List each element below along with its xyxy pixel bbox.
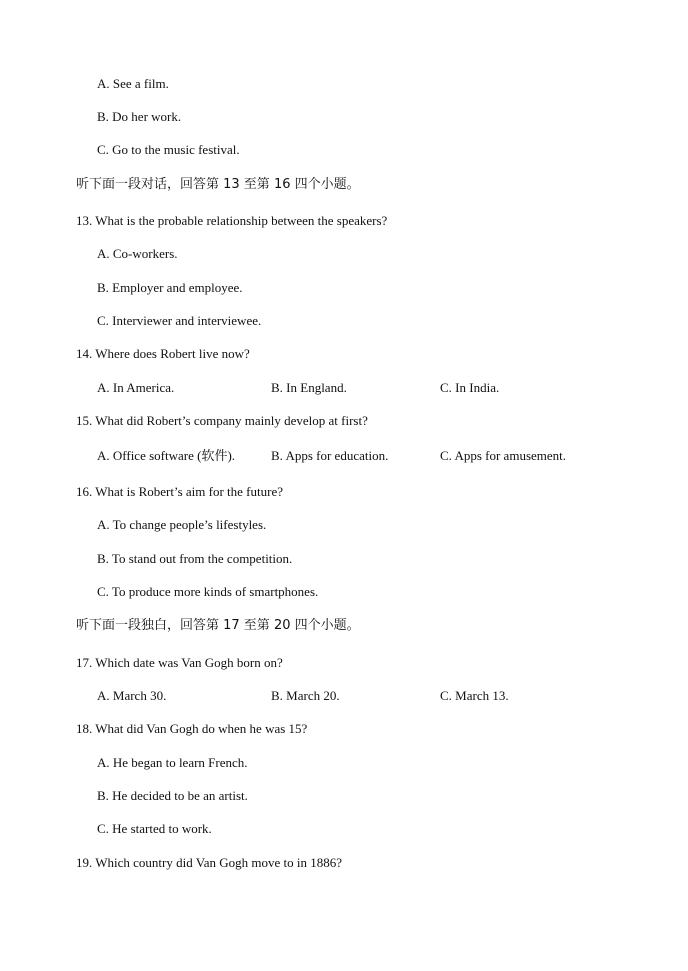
- section-instruction-1: 听下面一段对话，回答第 13 至第 16 四个小题。: [76, 177, 360, 192]
- question-15: 15. What did Robert’s company mainly develop at first?: [76, 413, 368, 428]
- question-17: 17. Which date was Van Gogh born on?: [76, 655, 283, 670]
- q14-option-c: C. In India.: [440, 380, 500, 395]
- question-14: 14. Where does Robert live now?: [76, 346, 250, 361]
- q12-option-c: C. Go to the music festival.: [97, 142, 240, 157]
- question-16: 16. What is Robert’s aim for the future?: [76, 484, 283, 499]
- q17-option-a: A. March 30.: [97, 688, 167, 703]
- q12-option-b: B. Do her work.: [97, 109, 182, 124]
- question-19: 19. Which country did Van Gogh move to in 1886?: [76, 855, 342, 870]
- q18-option-c: C. He started to work.: [97, 821, 212, 836]
- q16-option-a: A. To change people’s lifestyles.: [97, 517, 267, 532]
- q17-option-b: B. March 20.: [271, 688, 340, 703]
- q14-option-a: A. In America.: [97, 380, 175, 395]
- q16-option-b: B. To stand out from the competition.: [97, 551, 293, 566]
- q15-option-b: B. Apps for education.: [271, 448, 389, 463]
- section-instruction-2: 听下面一段独白，回答第 17 至第 20 四个小题。: [76, 618, 360, 633]
- q18-option-b: B. He decided to be an artist.: [97, 788, 248, 803]
- q17-option-c: C. March 13.: [440, 688, 509, 703]
- q14-option-b: B. In England.: [271, 380, 347, 395]
- q13-option-a: A. Co-workers.: [97, 246, 178, 261]
- q13-option-c: C. Interviewer and interviewee.: [97, 313, 262, 328]
- q15-option-a: A. Office software (软件).: [97, 448, 236, 463]
- q18-option-a: A. He began to learn French.: [97, 755, 248, 770]
- q12-option-a: A. See a film.: [97, 76, 169, 91]
- question-13: 13. What is the probable relationship between the speakers?: [76, 213, 388, 228]
- q15-option-c: C. Apps for amusement.: [440, 448, 567, 463]
- q16-option-c: C. To produce more kinds of smartphones.: [97, 584, 319, 599]
- q13-option-b: B. Employer and employee.: [97, 280, 243, 295]
- question-18: 18. What did Van Gogh do when he was 15?: [76, 721, 308, 736]
